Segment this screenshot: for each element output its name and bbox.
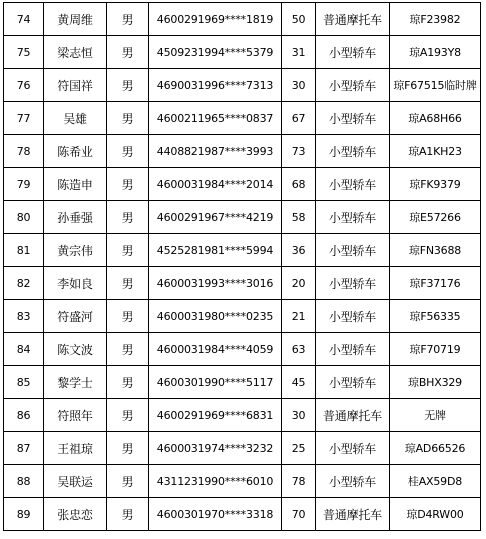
age-cell: 50	[282, 3, 316, 36]
vehicle-type-cell: 小型轿车	[316, 366, 390, 399]
row-number-cell: 78	[4, 135, 44, 168]
name-cell: 张忠恋	[44, 498, 107, 531]
age-cell: 58	[282, 201, 316, 234]
row-number-cell: 80	[4, 201, 44, 234]
gender-cell: 男	[107, 333, 149, 366]
plate-number-cell: 桂AX59D8	[390, 465, 481, 498]
gender-cell: 男	[107, 168, 149, 201]
vehicle-type-cell: 小型轿车	[316, 300, 390, 333]
id-number-cell: 4600031974****3232	[149, 432, 282, 465]
gender-cell: 男	[107, 498, 149, 531]
name-cell: 梁志恒	[44, 36, 107, 69]
gender-cell: 男	[107, 135, 149, 168]
vehicle-type-cell: 普通摩托车	[316, 3, 390, 36]
id-number-cell: 4525281981****5994	[149, 234, 282, 267]
name-cell: 王祖琼	[44, 432, 107, 465]
vehicle-type-cell: 小型轿车	[316, 234, 390, 267]
table-row	[4, 102, 481, 135]
name-cell: 李如良	[44, 267, 107, 300]
age-cell: 45	[282, 366, 316, 399]
table-row	[4, 36, 481, 69]
id-number-cell: 4509231994****5379	[149, 36, 282, 69]
table-row	[4, 333, 481, 366]
row-number-cell: 87	[4, 432, 44, 465]
row-number-cell: 88	[4, 465, 44, 498]
table-row	[4, 300, 481, 333]
violation-records-table	[3, 2, 481, 531]
vehicle-type-cell: 普通摩托车	[316, 498, 390, 531]
row-number-cell: 82	[4, 267, 44, 300]
id-number-cell: 4600211965****0837	[149, 102, 282, 135]
table-row	[4, 69, 481, 102]
table-row	[4, 267, 481, 300]
name-cell: 陈希业	[44, 135, 107, 168]
name-cell: 黎学士	[44, 366, 107, 399]
gender-cell: 男	[107, 102, 149, 135]
id-number-cell: 4600031993****3016	[149, 267, 282, 300]
age-cell: 67	[282, 102, 316, 135]
plate-number-cell: 琼A68H66	[390, 102, 481, 135]
vehicle-type-cell: 小型轿车	[316, 465, 390, 498]
table-row	[4, 399, 481, 432]
age-cell: 68	[282, 168, 316, 201]
id-number-cell: 4600031984****2014	[149, 168, 282, 201]
id-number-cell: 4600301990****5117	[149, 366, 282, 399]
table-row	[4, 3, 481, 36]
id-number-cell: 4600031984****4059	[149, 333, 282, 366]
id-number-cell: 4408821987****3993	[149, 135, 282, 168]
gender-cell: 男	[107, 267, 149, 300]
name-cell: 黄宗伟	[44, 234, 107, 267]
row-number-cell: 85	[4, 366, 44, 399]
name-cell: 吴联运	[44, 465, 107, 498]
plate-number-cell: 琼FK9379	[390, 168, 481, 201]
id-number-cell: 4600291967****4219	[149, 201, 282, 234]
table-row	[4, 201, 481, 234]
row-number-cell: 86	[4, 399, 44, 432]
plate-number-cell: 琼F67515临时牌	[390, 69, 481, 102]
age-cell: 20	[282, 267, 316, 300]
name-cell: 符照年	[44, 399, 107, 432]
id-number-cell: 4600291969****6831	[149, 399, 282, 432]
table-row	[4, 498, 481, 531]
vehicle-type-cell: 小型轿车	[316, 102, 390, 135]
name-cell: 陈文波	[44, 333, 107, 366]
plate-number-cell: 琼A1KH23	[390, 135, 481, 168]
plate-number-cell: 琼E57266	[390, 201, 481, 234]
gender-cell: 男	[107, 201, 149, 234]
age-cell: 31	[282, 36, 316, 69]
row-number-cell: 83	[4, 300, 44, 333]
vehicle-type-cell: 小型轿车	[316, 333, 390, 366]
vehicle-type-cell: 普通摩托车	[316, 399, 390, 432]
plate-number-cell: 琼F23982	[390, 3, 481, 36]
name-cell: 符盛河	[44, 300, 107, 333]
vehicle-type-cell: 小型轿车	[316, 69, 390, 102]
table-row	[4, 234, 481, 267]
name-cell: 孙垂强	[44, 201, 107, 234]
gender-cell: 男	[107, 300, 149, 333]
gender-cell: 男	[107, 465, 149, 498]
plate-number-cell: 琼AD66526	[390, 432, 481, 465]
age-cell: 30	[282, 399, 316, 432]
table-row	[4, 168, 481, 201]
row-number-cell: 79	[4, 168, 44, 201]
id-number-cell: 4600031980****0235	[149, 300, 282, 333]
vehicle-type-cell: 小型轿车	[316, 267, 390, 300]
table-row	[4, 366, 481, 399]
id-number-cell: 4600301970****3318	[149, 498, 282, 531]
gender-cell: 男	[107, 399, 149, 432]
age-cell: 25	[282, 432, 316, 465]
age-cell: 36	[282, 234, 316, 267]
plate-number-cell: 琼F37176	[390, 267, 481, 300]
row-number-cell: 81	[4, 234, 44, 267]
table-body	[4, 3, 481, 531]
name-cell: 吴雄	[44, 102, 107, 135]
age-cell: 73	[282, 135, 316, 168]
gender-cell: 男	[107, 234, 149, 267]
name-cell: 黄周维	[44, 3, 107, 36]
gender-cell: 男	[107, 432, 149, 465]
table-row	[4, 465, 481, 498]
plate-number-cell: 琼F70719	[390, 333, 481, 366]
row-number-cell: 84	[4, 333, 44, 366]
gender-cell: 男	[107, 3, 149, 36]
plate-number-cell: 琼F56335	[390, 300, 481, 333]
vehicle-type-cell: 小型轿车	[316, 135, 390, 168]
age-cell: 30	[282, 69, 316, 102]
name-cell: 陈造申	[44, 168, 107, 201]
vehicle-type-cell: 小型轿车	[316, 168, 390, 201]
name-cell: 符国祥	[44, 69, 107, 102]
plate-number-cell: 琼D4RW00	[390, 498, 481, 531]
age-cell: 21	[282, 300, 316, 333]
vehicle-type-cell: 小型轿车	[316, 36, 390, 69]
plate-number-cell: 琼A193Y8	[390, 36, 481, 69]
id-number-cell: 4600291969****1819	[149, 3, 282, 36]
gender-cell: 男	[107, 366, 149, 399]
row-number-cell: 76	[4, 69, 44, 102]
id-number-cell: 4311231990****6010	[149, 465, 282, 498]
plate-number-cell: 琼FN3688	[390, 234, 481, 267]
row-number-cell: 89	[4, 498, 44, 531]
table-row	[4, 432, 481, 465]
age-cell: 70	[282, 498, 316, 531]
row-number-cell: 75	[4, 36, 44, 69]
age-cell: 63	[282, 333, 316, 366]
age-cell: 78	[282, 465, 316, 498]
id-number-cell: 4690031996****7313	[149, 69, 282, 102]
row-number-cell: 77	[4, 102, 44, 135]
gender-cell: 男	[107, 36, 149, 69]
vehicle-type-cell: 小型轿车	[316, 432, 390, 465]
row-number-cell: 74	[4, 3, 44, 36]
plate-number-cell: 无牌	[390, 399, 481, 432]
table-row	[4, 135, 481, 168]
gender-cell: 男	[107, 69, 149, 102]
vehicle-type-cell: 小型轿车	[316, 201, 390, 234]
plate-number-cell: 琼BHX329	[390, 366, 481, 399]
